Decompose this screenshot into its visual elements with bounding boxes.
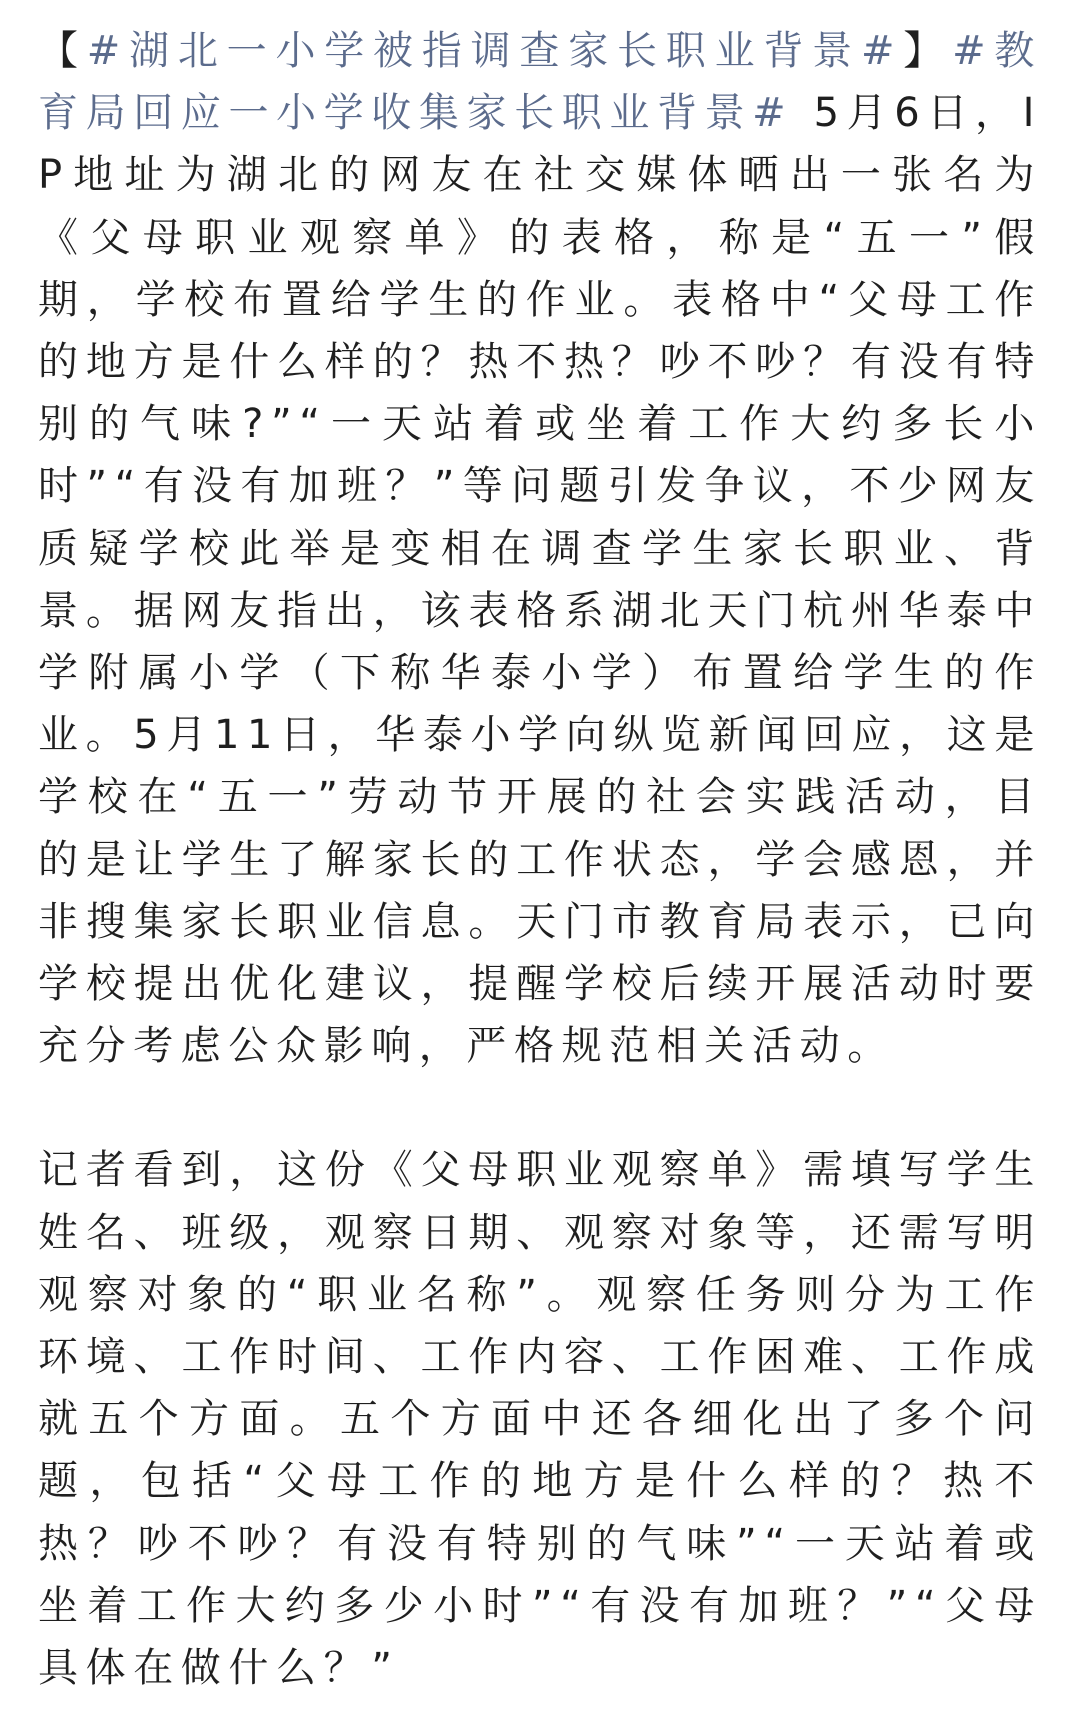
- post-body: [38, 20, 1042, 1699]
- hashtag-link-1[interactable]: #湖北一小学被指调查家长职业背景#: [86, 28, 903, 74]
- paragraph-2-text: 记者看到，这份《父母职业观察单》需填写学生姓名、班级，观察日期、观察对象等，还需写明观察对象的“职业名称”。观察任务则分为工作环境、工作时间、工作内容、工作困难、工作成就五个方面。五个方面中还各细化出了多个问题，包括“父母工作的地方是什么样的？热不热？吵不吵？有没有特别的气味”“一天站着或坐着工作大约多少小时”“有没有加班？”“父母具体在做什么？”: [38, 1147, 1042, 1692]
- hashtag-link-2[interactable]: #教育局回应一小学收集家长职业背景#: [38, 28, 1042, 137]
- bracket-close: 】: [902, 28, 953, 74]
- bracket-open: 【: [38, 28, 87, 74]
- post-paragraph-1: [38, 20, 1042, 1077]
- post-paragraph-2: [38, 1139, 1042, 1699]
- paragraph-1-text: 5月6日，IP地址为湖北的网友在社交媒体晒出一张名为《父母职业观察单》的表格，称是“五一”假期，学校布置给学生的作业。表格中“父母工作的地方是什么样的？热不热？吵不吵？有没有特别的气味?”“一天站着或坐着工作大约多长小时”“有没有加班？”等问题引发争议，不少网友质疑学校此举是变相在调查学生家长职业、背景。据网友指出，该表格系湖北天门杭州华泰中学附属小学（下称华泰小学）布置给学生的作业。5月11日，华泰小学向纵览新闻回应，这是学校在“五一”劳动节开展的社会实践活动，目的是让学生了解家长的工作状态，学会感恩，并非搜集家长职业信息。天门市教育局表示，已向学校提出优化建议，提醒学校后续开展活动时要充分考虑公众影响，严格规范相关活动。: [38, 90, 1042, 1070]
